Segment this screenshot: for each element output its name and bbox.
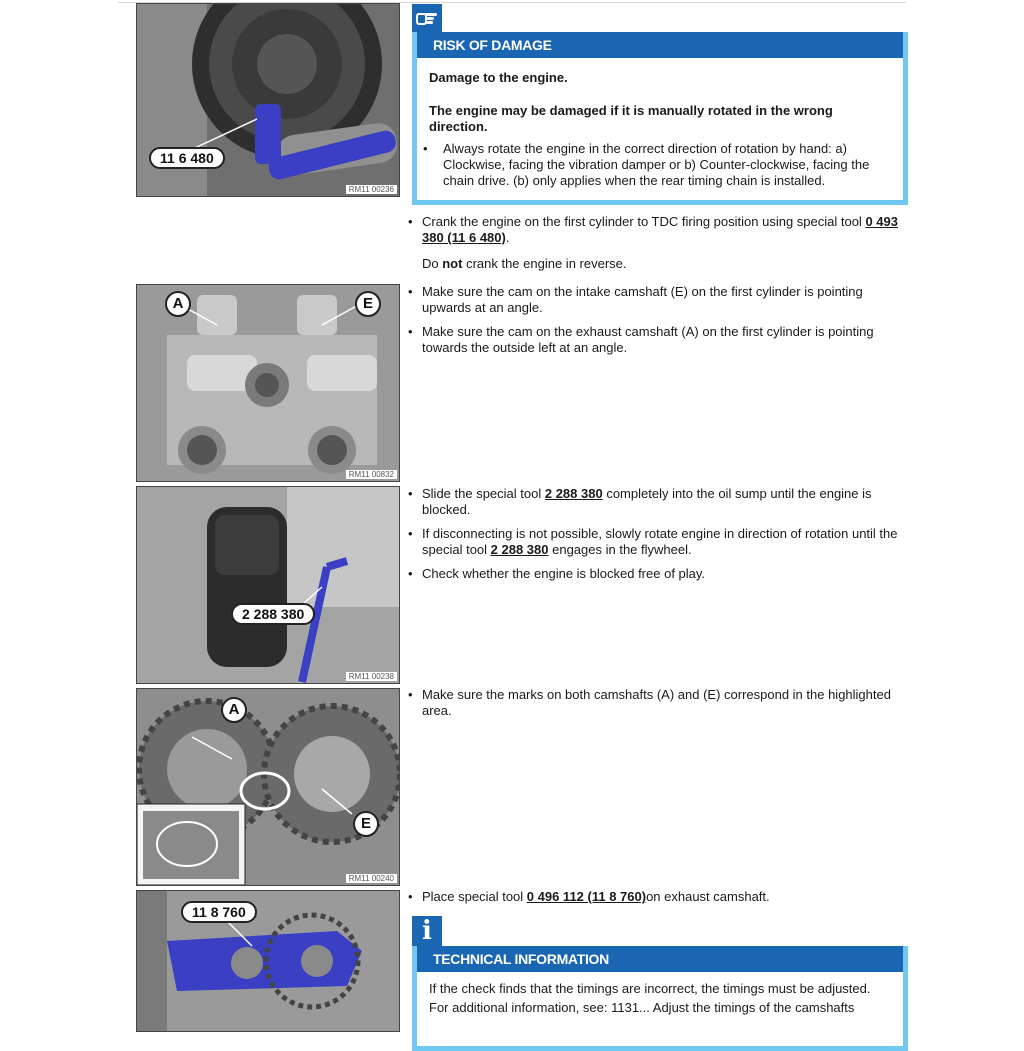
step-5-pre: Place special tool bbox=[422, 889, 527, 904]
figure-3-tool-label: 2 288 380 bbox=[231, 603, 315, 625]
figure-4-code: RM11 00240 bbox=[346, 874, 397, 883]
step-2-bullet-1: • Make sure the cam on the intake camshaft (E) on the first cylinder is pointing upwards at an angle. bbox=[408, 284, 900, 316]
risk-bullet: • Always rotate the engine in the correct direction of rotation by hand: a) Clockwise, facing the vibration damper or b) Counter-clockwise, facing the chain drive. (b) only applies when the rear timing chain is installed. bbox=[423, 141, 891, 189]
tech-line-1: If the check finds that the timings are incorrect, the timings must be adjusted. bbox=[429, 981, 871, 996]
step-5-bullet bbox=[408, 889, 900, 905]
tool-link-0493380[interactable]: 0 493 380 (11 6 480) bbox=[422, 214, 898, 245]
risk-line-1: Damage to the engine. bbox=[429, 70, 568, 85]
step-3-bullet-1 bbox=[408, 486, 900, 518]
figure-3-code: RM11 00238 bbox=[346, 672, 397, 681]
figure-3-illustration bbox=[137, 487, 399, 683]
tech-title: TECHNICAL INFORMATION bbox=[417, 946, 903, 972]
figure-vibration-damper bbox=[136, 3, 400, 197]
step-1-bullet bbox=[408, 214, 900, 246]
figure-1-tool-label: 11 6 480 bbox=[149, 147, 225, 169]
tool-link-2288380-a[interactable]: 2 288 380 bbox=[544, 486, 603, 501]
risk-line-2: The engine may be damaged if it is manually rotated in the wrong direction. bbox=[429, 103, 833, 134]
figure-5-illustration bbox=[137, 891, 399, 1031]
step-3-b2-post: engages in the flywheel. bbox=[548, 542, 692, 557]
step-1-note-bold: not bbox=[442, 256, 463, 271]
step-3-bullet-3: • Check whether the engine is blocked free of play. bbox=[408, 566, 900, 582]
tech-line-2: For additional information, see: 1131... Adjust the timings of the camshafts bbox=[429, 1000, 855, 1015]
hand-pointer-icon bbox=[412, 4, 442, 32]
risk-of-damage-box bbox=[412, 32, 908, 205]
step-2-text bbox=[408, 284, 900, 356]
step-1-pre: Crank the engine on the first cylinder to TDC firing position using special tool bbox=[422, 214, 866, 229]
step-5-post: on exhaust camshaft. bbox=[646, 889, 770, 904]
figure-oil-sump-tool bbox=[136, 486, 400, 684]
figure-4-letter-e: E bbox=[353, 811, 379, 837]
step-1-text bbox=[408, 214, 900, 272]
technical-information-box bbox=[412, 946, 908, 1051]
step-4-text bbox=[408, 687, 900, 719]
tool-link-2288380-b[interactable]: 2 288 380 bbox=[490, 542, 549, 557]
figure-exhaust-camshaft-tool bbox=[136, 890, 400, 1032]
figure-4-letter-a: A bbox=[221, 697, 247, 723]
figure-1-code: RM11 00236 bbox=[346, 185, 397, 194]
step-5-text bbox=[408, 889, 900, 905]
step-2-bullet-2: • Make sure the cam on the exhaust camshaft (A) on the first cylinder is pointing towards the outside left at an angle. bbox=[408, 324, 900, 356]
figure-camshafts-cylinder-1 bbox=[136, 284, 400, 482]
figure-2-letter-a: A bbox=[165, 291, 191, 317]
info-icon: i bbox=[412, 916, 442, 946]
figure-4-illustration bbox=[137, 689, 399, 885]
figure-5-tool-label: 11 8 760 bbox=[181, 901, 257, 923]
step-1-note-pre: Do bbox=[422, 256, 443, 271]
step-1-post: . bbox=[505, 230, 510, 245]
step-3-text bbox=[408, 486, 900, 582]
figure-2-letter-e: E bbox=[355, 291, 381, 317]
step-3-b1-post: completely into the oil sump until the engine is blocked. bbox=[422, 486, 872, 517]
step-1-note-post: crank the engine in reverse. bbox=[462, 256, 627, 271]
tool-link-0496112[interactable]: 0 496 112 (11 8 760) bbox=[526, 889, 647, 904]
step-3-b2-pre: If disconnecting is not possible, slowly rotate engine in direction of rotation until the special tool bbox=[422, 526, 898, 557]
figure-camshaft-marks bbox=[136, 688, 400, 886]
step-3-bullet-2 bbox=[408, 526, 900, 558]
figure-2-code: RM11 00832 bbox=[346, 470, 397, 479]
step-1-note bbox=[408, 256, 900, 272]
step-3-b1-pre: Slide the special tool bbox=[422, 486, 545, 501]
step-4-bullet: • Make sure the marks on both camshafts (A) and (E) correspond in the highlighted area. bbox=[408, 687, 900, 719]
risk-title: RISK OF DAMAGE bbox=[417, 32, 903, 58]
